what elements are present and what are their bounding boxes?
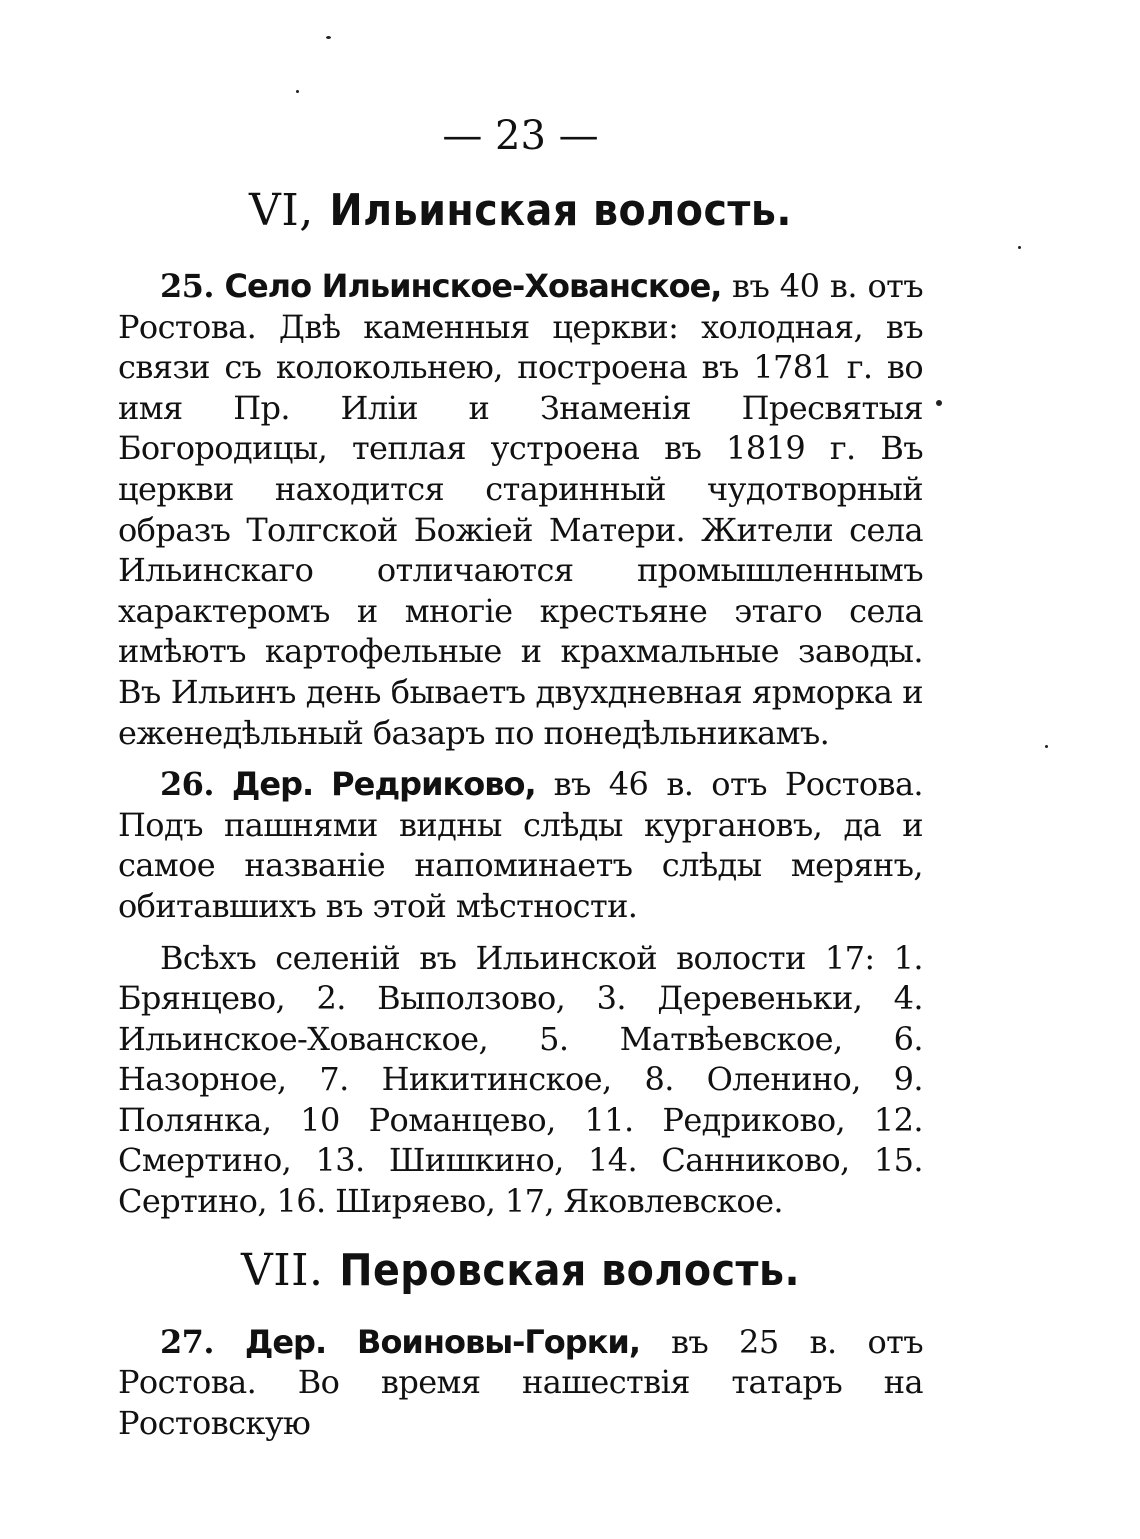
entry-place-name: Редриково,	[331, 765, 536, 804]
entry-number: 27.	[160, 1322, 214, 1361]
entry-text: въ 25 в. отъ Ростова. Во время нашествія татаръ на Ростовскую	[118, 1322, 923, 1442]
entry-label: Дер.	[231, 765, 314, 804]
page-number: — 23 —	[442, 113, 599, 159]
section-roman-numeral: VII.	[240, 1244, 324, 1296]
entry-label: Дер.	[244, 1322, 327, 1361]
section-roman-numeral: VI,	[249, 185, 314, 236]
entry-number: 25.	[160, 267, 214, 305]
entry-text: Всѣхъ селеній въ Ильинской волости 17: 1. Брянцево, 2. Выползово, 3. Деревеньки, 4. Ильинское-Хованское, 5. Матвѣевское, 6. Назорное, 7. Никитинское, 8. Оленино, 9. Полянка, 10 Романцево, 11. Редриково, 12. Смертино, 13. Шишкино, 14. Санниково, 15. Сертино, 16. Ширяево, 17, Яковлевское.	[118, 938, 923, 1221]
print-speck	[326, 36, 331, 39]
entry-paragraph	[118, 266, 923, 753]
entry-place-name: Воиновы-Горки,	[357, 1322, 640, 1361]
entry-paragraph	[118, 1322, 923, 1444]
entry-text: въ 40 в. отъ Ростова. Двѣ каменныя церкви: холодная, въ связи съ колокольнею, построена въ 1781 г. во имя Пр. Иліи и Знаменія Пресвятыя Богородицы, теплая устроена въ 1819 г. Въ церкви находится старинный чудотворный образъ Толгской Божіей Матери. Жители села Ильинскаго отличаются промышленнымъ характеромъ и многіе крестьяне этаго села имѣютъ картофельные и крахмальные заводы. Въ Ильинъ день бываетъ двухдневная ярморка и еженедѣльный базаръ по понедѣльникамъ.	[118, 267, 924, 752]
print-speck	[296, 90, 299, 93]
entry-text: въ 46 в. отъ Ростова. Подъ пашнями видны слѣды кургановъ, да и самое названіе напоминаетъ слѣды мерянъ, обитавшихъ въ этой мѣстности.	[118, 765, 924, 925]
print-speck	[1018, 246, 1021, 249]
entry-number: 26.	[160, 765, 214, 804]
book-page	[118, 112, 923, 1454]
section-heading	[118, 182, 923, 240]
section-heading	[118, 1242, 923, 1300]
settlement-list-paragraph	[118, 938, 923, 1222]
section-title: Ильинская волость.	[329, 185, 792, 236]
print-speck	[936, 400, 942, 406]
print-speck	[1045, 745, 1048, 748]
entry-label: Село	[224, 267, 312, 305]
section-title: Перовская волость.	[339, 1244, 801, 1296]
entry-paragraph	[118, 764, 923, 926]
entry-place-name: Ильинское-Хованское,	[321, 267, 722, 305]
